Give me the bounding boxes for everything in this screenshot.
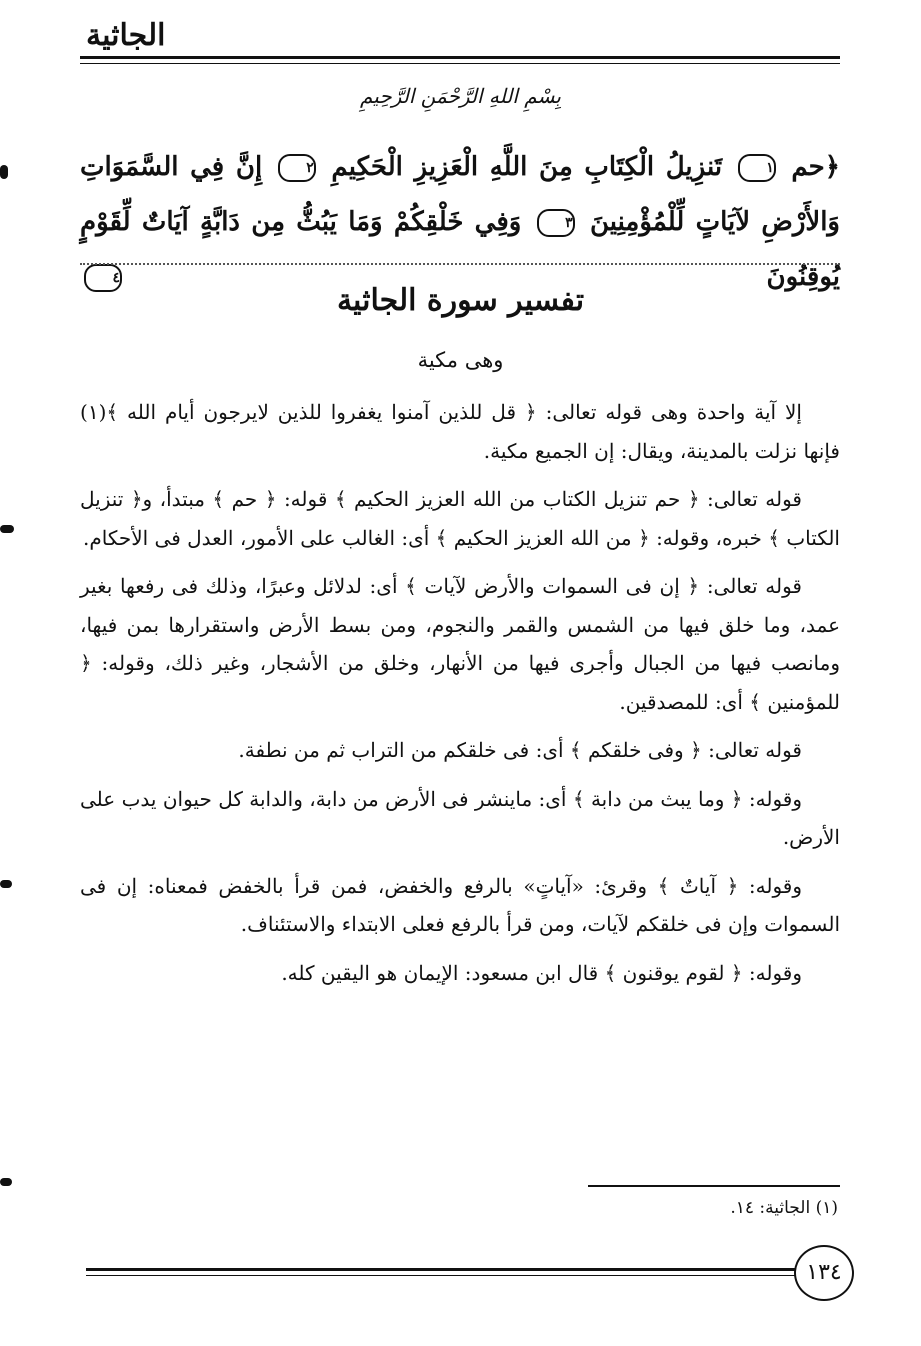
- section-subtitle: وهى مكية: [417, 348, 504, 372]
- paragraph: قوله تعالى: ﴿ وفى خلقكم ﴾ أى: فى خلقكم من التراب ثم من نطفة.: [238, 738, 802, 762]
- verse-number-marker: ٣: [537, 209, 575, 237]
- section-divider: [80, 263, 840, 265]
- margin-mark: [0, 880, 12, 888]
- margin-mark: [0, 1178, 12, 1186]
- footnote-separator: [588, 1185, 840, 1187]
- footer-rule-thin: [86, 1275, 796, 1276]
- paragraph: إلا آية واحدة وهى قوله تعالى: ﴿ قل للذين آمنوا يغفروا للذين لايرجون أيام الله ﴾(١) فإنها نزلت بالمدينة، ويقال: إن الجميع مكية.: [80, 400, 840, 463]
- surah-name-header: الجاثية: [86, 18, 166, 53]
- verse-number-marker: ٢: [278, 154, 316, 182]
- page-number: ١٣٤: [794, 1245, 854, 1301]
- verse-text: إِنَّ فِي السَّمَوَاتِ وَالأَرْضِ: [80, 152, 840, 237]
- paragraph: قوله تعالى: ﴿ إن فى السموات والأرض لآيات ﴾ أى: لدلائل وعبرًا، وذلك فى رفعها بغير عمد، وما خلق فيها من الشمس والقمر والنجوم، ومن بسط الأرض واستقرارها بمن فيها، ومانصب فيها من الجبال وأجرى فيها من الأنهار، وخلق من الأشجار، وغير ذلك، وقوله: ﴿ للمؤمنين ﴾ أى: للمصدقين.: [80, 574, 840, 714]
- paragraph: وقوله: ﴿ لقوم يوقنون ﴾ قال ابن مسعود: الإيمان هو اليقين كله.: [281, 960, 802, 985]
- footnote: (١) الجاثية: ١٤.: [730, 1198, 838, 1218]
- paragraph: قوله تعالى: ﴿ حم تنزيل الكتاب من الله العزيز الحكيم ﴾ قوله: ﴿ حم ﴾ مبتدأ، و﴿ تنزيل الكتاب ﴾ خبره، وقوله: ﴿ من الله العزيز الحكيم ﴾ أى: الغالب على الأمور، العدل فى الأحكام.: [80, 487, 840, 550]
- section-title: تفسير سورة الجاثية: [336, 283, 585, 318]
- paragraph: وقوله: ﴿ وما يبث من دابة ﴾ أى: ماينشر فى الأرض من دابة، والدابة كل حيوان يدب على الأرض.: [80, 786, 840, 849]
- verse-text: لآيَاتٍ لِّلْمُؤْمِنِينَ: [589, 207, 751, 237]
- header-rule-thin: [80, 63, 840, 64]
- commentary-body: [80, 393, 840, 1002]
- verse-number-marker: ٤: [84, 264, 122, 292]
- margin-mark: [0, 525, 14, 533]
- quran-verses: [80, 140, 840, 305]
- verse-text: وَفِي خَلْقِكُمْ وَمَا يَبُثُّ مِن دَابَّةٍ آيَاتٌ لِّقَوْمٍ يُوقِنُونَ: [80, 207, 840, 292]
- margin-mark: [0, 165, 8, 179]
- paragraph: وقوله: ﴿ آياتٌ ﴾ وقرئ: «آياتٍ» بالرفع والخفض، فمن قرأ بالخفض فمعناه: إن فى السموات وإن فى خلقكم لآيات، ومن قرأ بالرفع فعلى الابتداء والاستئناف.: [80, 873, 840, 936]
- header-rule-thick: [80, 56, 840, 59]
- verse-text: ﴿حم: [791, 152, 840, 182]
- verse-text: تَنزِيلُ الْكِتَابِ مِنَ اللَّهِ الْعَزِيزِ الْحَكِيمِ: [331, 152, 723, 182]
- footer-rule-thick: [86, 1268, 796, 1271]
- verse-number-marker: ١: [738, 154, 776, 182]
- bismillah: بِسْمِ اللهِ الرَّحْمَنِ الرَّحِيمِ: [359, 84, 561, 108]
